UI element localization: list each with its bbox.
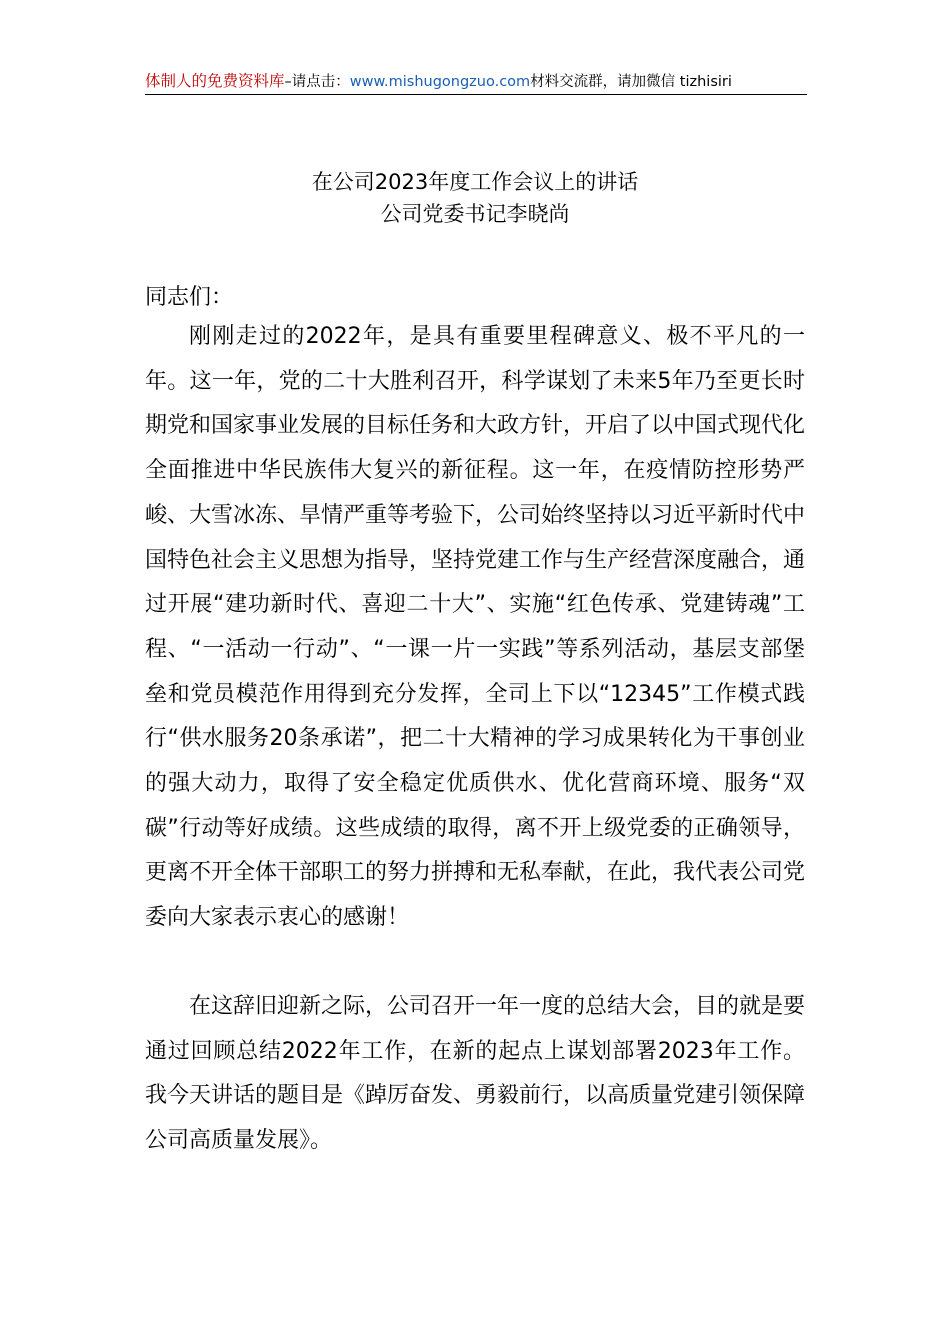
header-click-prompt: –请点击： <box>284 74 350 90</box>
document-title: 在公司2023年度工作会议上的讲话 <box>311 170 639 194</box>
header-site-name: 体制人的免费资料库 <box>145 72 285 90</box>
paragraph-1: 刚刚走过的2022年，是具有重要里程碑意义、极不平凡的一年。这一年，党的二十大胜利召开，科学谋划了未来5年乃至更长时期党和国家事业发展的目标任务和大政方针，开启了以中国式现代化全面推进中华民族伟大复兴的新征程。这一年，在疫情防控形势严峻、大雪冰冻、旱情严重等考验下，公司始终坚持以习近平新时代中国特色社会主义思想为指导，坚持党建工作与生产经营深度融合，通过开展“建功新时代、喜迎二十大”、实施“红色传承、党建铸魂”工程、“一活动一行动”、“一课一片一实践”等系列活动，基层支部堡垒和党员模范作用得到充分发挥，全司上下以“12345”工作模式践行“供水服务20条承诺”，把二十大精神的学习成果转化为干事创业的强大动力，取得了安全稳定优质供水、优化营商环境、服务“双碳”行动等好成绩。这些成绩的取得，离不开上级党委的正确领导，更离不开全体干部职工的努力拼搏和无私奉献，在此，我代表公司党委向大家表示衷心的感谢！ <box>145 324 806 931</box>
page-header <box>145 68 807 95</box>
header-contact: 材料交流群，请加微信 tizhisiri <box>530 74 732 90</box>
salutation: 同志们： <box>145 285 234 310</box>
header-url-link[interactable]: www.mishugongzuo.com <box>349 74 531 90</box>
paragraph-2: 在这辞旧迎新之际，公司召开一年一度的总结大会，目的就是要通过回顾总结2022年工作，在新的起点上谋划部署2023年工作。我今天讲话的题目是《踔厉奋发、勇毅前行，以高质量党建引领保障公司高质量发展》。 <box>145 994 806 1154</box>
document-subtitle: 公司党委书记李晓尚 <box>380 202 570 226</box>
